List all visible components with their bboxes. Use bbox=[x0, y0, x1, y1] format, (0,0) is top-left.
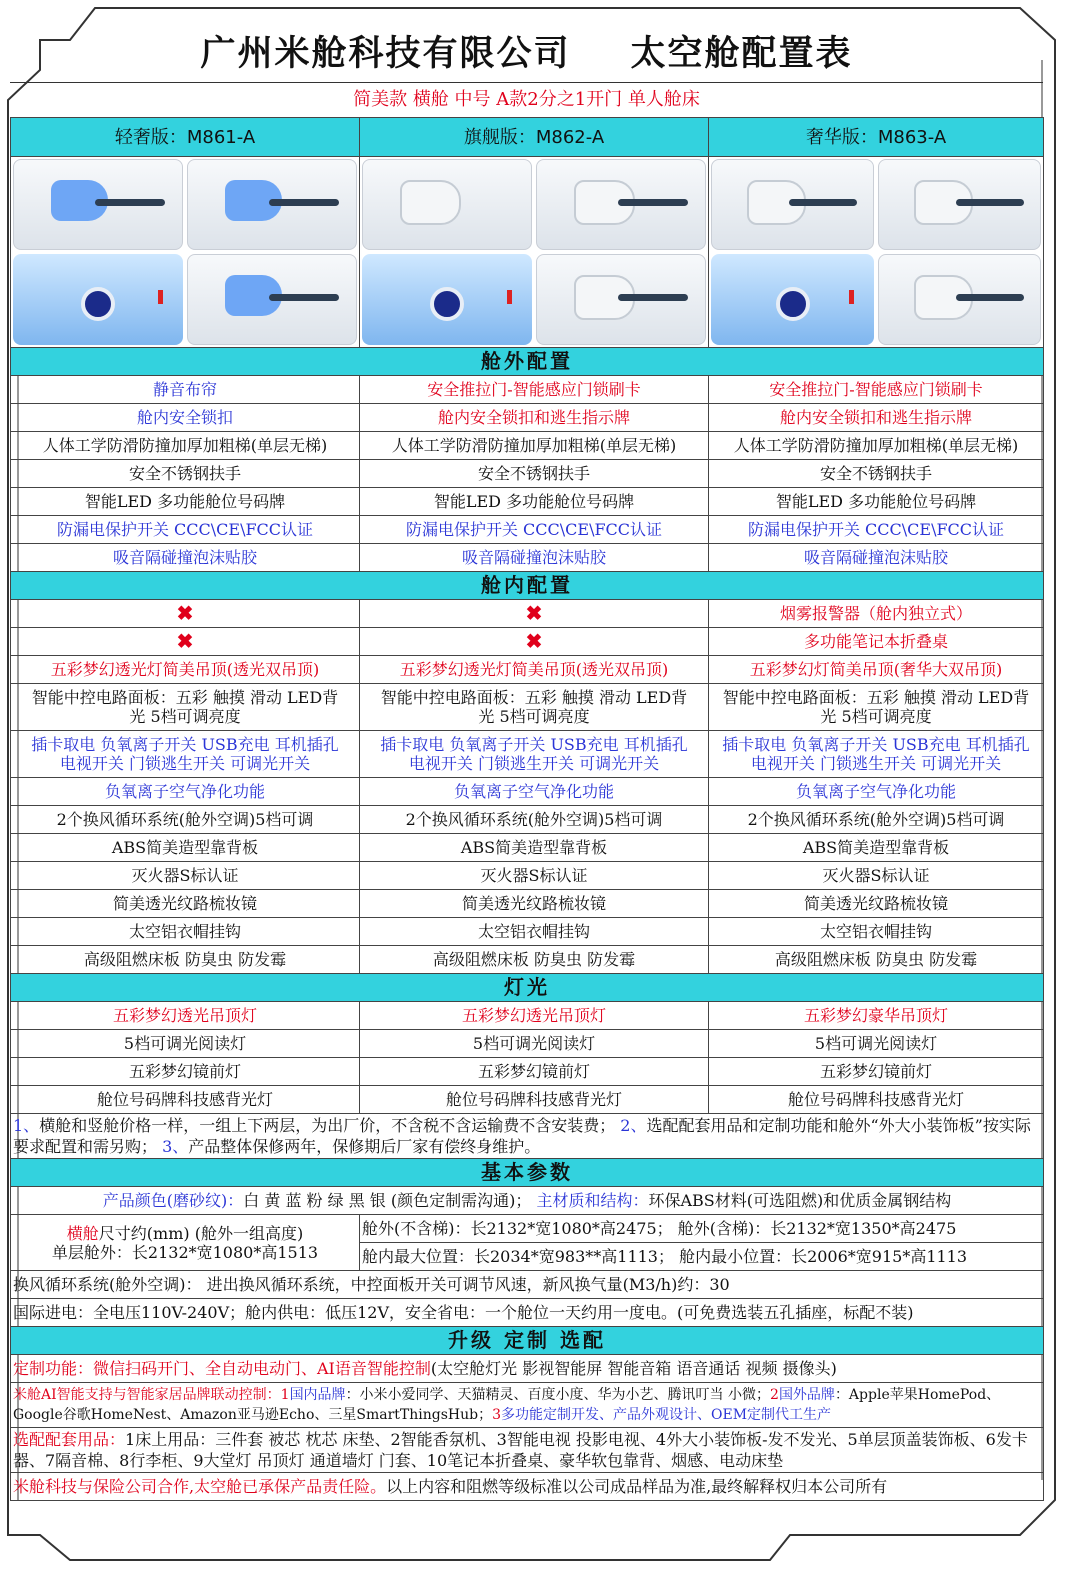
feature-cell: 简美透光纹路梳妆镜 bbox=[11, 890, 360, 918]
model-m861: 轻奢版：M861-A bbox=[11, 118, 360, 157]
model-header-row bbox=[11, 118, 1044, 157]
feature-cell: ABS简美造型靠背板 bbox=[11, 834, 360, 862]
table-row bbox=[11, 834, 1044, 862]
footer: 米舱科技与保险公司合作,太空舱已承保产品责任险。以上内容和阻燃等级标准以公司成品样品为准,最终解释权归本公司所有 bbox=[11, 1473, 1044, 1501]
feature-cell: 舱位号码牌科技感背光灯 bbox=[11, 1086, 360, 1114]
feature-cell: 舱内安全锁扣和逃生指示牌 bbox=[709, 404, 1044, 432]
section-lighting bbox=[11, 974, 1044, 1002]
feature-cell: 安全推拉门-智能感应门锁刷卡 bbox=[709, 376, 1044, 404]
feature-cell: 安全不锈钢扶手 bbox=[11, 460, 360, 488]
section-title: 升级 定制 选配 bbox=[11, 1327, 1044, 1355]
feature-cell: 吸音隔碰撞泡沫贴胶 bbox=[11, 544, 360, 572]
pod-interior-image bbox=[13, 254, 183, 345]
section-title: 灯光 bbox=[11, 974, 1044, 1002]
pod-image bbox=[13, 159, 183, 250]
feature-cell: ABS简美造型靠背板 bbox=[709, 834, 1044, 862]
color-material-cell: 产品颜色(磨砂纹)：白 黄 蓝 粉 绿 黑 银 (颜色定制需沟通)； 主材质和结构：环保ABS材料(可选阻燃)和优质金属钢结构 bbox=[11, 1187, 1044, 1215]
feature-cell: 2个换风循环系统(舱外空调)5档可调 bbox=[360, 806, 709, 834]
table-row bbox=[11, 1187, 1044, 1215]
table-row bbox=[11, 656, 1044, 684]
feature-cell: 五彩梦幻透光灯简美吊顶(透光双吊顶) bbox=[360, 656, 709, 684]
section-exterior bbox=[11, 348, 1044, 376]
pod-image bbox=[536, 254, 706, 345]
feature-cell: 人体工学防滑防撞加厚加粗梯(单层无梯) bbox=[11, 432, 360, 460]
feature-cell: 5档可调光阅读灯 bbox=[709, 1030, 1044, 1058]
table-row bbox=[11, 516, 1044, 544]
feature-cell: 太空铝衣帽挂钩 bbox=[360, 918, 709, 946]
section-title: 舱内配置 bbox=[11, 572, 1044, 600]
table-row bbox=[11, 731, 1044, 778]
product-images-m863 bbox=[709, 157, 1044, 348]
pod-interior-image bbox=[711, 254, 874, 345]
table-row bbox=[11, 1355, 1044, 1383]
feature-cell: 负氧离子空气净化功能 bbox=[11, 778, 360, 806]
feature-cell: 简美透光纹路梳妆镜 bbox=[709, 890, 1044, 918]
size-cell: 横舱尺寸约(mm) (舱外一组高度) 单层舱外：长2132*宽1080*高1513 bbox=[11, 1215, 360, 1271]
section-title: 舱外配置 bbox=[11, 348, 1044, 376]
feature-cell: 简美透光纹路梳妆镜 bbox=[360, 890, 709, 918]
feature-cell: 舱内安全锁扣和逃生指示牌 bbox=[360, 404, 709, 432]
feature-cell: 灭火器S标认证 bbox=[709, 862, 1044, 890]
feature-cell: 2个换风循环系统(舱外空调)5档可调 bbox=[709, 806, 1044, 834]
pod-image bbox=[362, 159, 532, 250]
lighting-rows bbox=[11, 1002, 1044, 1114]
pod-image bbox=[187, 159, 357, 250]
feature-cell: 人体工学防滑防撞加厚加粗梯(单层无梯) bbox=[360, 432, 709, 460]
feature-cell: 防漏电保护开关 CCC\CE\FCC认证 bbox=[709, 516, 1044, 544]
options-cell: 选配配套用品：1床上用品：三件套 被芯 枕芯 床垫、2智能香氛机、3智能电视 投影电视、4外大小装饰板-发不发光、5单层顶盖装饰板、6发卡器、7隔音棉、8行李柜、9大堂灯 吊顶灯 通道墙灯 门套、10笔记本折叠桌、豪华软包靠背、烟感、电动床垫 bbox=[11, 1428, 1044, 1473]
feature-cell: 插卡取电 负氧离子开关 USB充电 耳机插孔 电视开关 门锁逃生开关 可调光开关 bbox=[709, 731, 1044, 778]
feature-cell: 五彩梦幻镜前灯 bbox=[360, 1058, 709, 1086]
feature-cell: 舱位号码牌科技感背光灯 bbox=[360, 1086, 709, 1114]
feature-cell: 灭火器S标认证 bbox=[11, 862, 360, 890]
ai-cell: 米舱AI智能支持与智能家居品牌联动控制：1国内品牌：小米小爱同学、天猫精灵、百度小度、华为小艺、腾讯叮当 小微；2国外品牌：Apple苹果HomePod、Google谷歌HomeNest、Amazon亚马逊Echo、三星SmartThingsHub；3多功能定制开发、产品外观设计、OEM定制代工生产 bbox=[11, 1383, 1044, 1428]
pod-image bbox=[878, 254, 1041, 345]
notes-row bbox=[11, 1114, 1044, 1159]
table-row bbox=[11, 544, 1044, 572]
feature-cell: 舱内安全锁扣 bbox=[11, 404, 360, 432]
feature-cell: 负氧离子空气净化功能 bbox=[709, 778, 1044, 806]
feature-cell: 五彩梦幻镜前灯 bbox=[11, 1058, 360, 1086]
table-row bbox=[11, 628, 1044, 656]
outer-size-cell: 舱外(不含梯)：长2132*宽1080*高2475； 舱外(含梯)：长2132*宽1350*高2475 bbox=[360, 1215, 1044, 1243]
table-row bbox=[11, 1002, 1044, 1030]
feature-cell: 智能中控电路面板：五彩 触摸 滑动 LED背 光 5档可调亮度 bbox=[360, 684, 709, 731]
feature-cell: 五彩梦幻透光灯简美吊顶(透光双吊顶) bbox=[11, 656, 360, 684]
not-included-icon: ✖ bbox=[11, 600, 360, 628]
table-row bbox=[11, 1271, 1044, 1299]
feature-cell: 智能LED 多功能舱位号码牌 bbox=[360, 488, 709, 516]
feature-cell: 安全不锈钢扶手 bbox=[360, 460, 709, 488]
feature-cell: 五彩梦幻豪华吊顶灯 bbox=[709, 1002, 1044, 1030]
exterior-rows bbox=[11, 376, 1044, 572]
feature-cell: 智能LED 多功能舱位号码牌 bbox=[11, 488, 360, 516]
pod-image bbox=[536, 159, 706, 250]
product-images-m862 bbox=[360, 157, 709, 348]
footer-row bbox=[11, 1473, 1044, 1501]
subtitle: 简美款 横舱 中号 A款2分之1开门 单人舱床 bbox=[10, 82, 1043, 117]
feature-cell: 5档可调光阅读灯 bbox=[360, 1030, 709, 1058]
feature-cell: 防漏电保护开关 CCC\CE\FCC认证 bbox=[11, 516, 360, 544]
company-name: 广州米舱科技有限公司 bbox=[200, 34, 571, 74]
feature-cell: 高级阻燃床板 防臭虫 防发霉 bbox=[360, 946, 709, 974]
model-m863: 奢华版：M863-A bbox=[709, 118, 1044, 157]
table-row bbox=[11, 600, 1044, 628]
feature-cell: 安全推拉门-智能感应门锁刷卡 bbox=[360, 376, 709, 404]
feature-cell: ABS简美造型靠背板 bbox=[360, 834, 709, 862]
section-params bbox=[11, 1159, 1044, 1187]
feature-cell: 五彩梦幻灯简美吊顶(奢华大双吊顶) bbox=[709, 656, 1044, 684]
feature-cell: 安全不锈钢扶手 bbox=[709, 460, 1044, 488]
table-row bbox=[11, 1030, 1044, 1058]
feature-cell: 五彩梦幻透光吊顶灯 bbox=[11, 1002, 360, 1030]
table-row bbox=[11, 1058, 1044, 1086]
product-image-row bbox=[11, 157, 1044, 348]
table-row bbox=[11, 862, 1044, 890]
pod-image bbox=[711, 159, 874, 250]
table-row bbox=[11, 1383, 1044, 1428]
not-included-icon: ✖ bbox=[11, 628, 360, 656]
model-m862: 旗舰版：M862-A bbox=[360, 118, 709, 157]
inner-size-cell: 舱内最大位置：长2034*宽983**高1113； 舱内最小位置：长2006*宽915*高1113 bbox=[360, 1243, 1044, 1271]
page-title bbox=[10, 20, 1043, 82]
section-interior bbox=[11, 572, 1044, 600]
table-row bbox=[11, 806, 1044, 834]
feature-cell: 智能中控电路面板：五彩 触摸 滑动 LED背 光 5档可调亮度 bbox=[11, 684, 360, 731]
notes: 1、横舱和竖舱价格一样，一组上下两层，为出厂价，不含税不含运输费不含安装费； 2、选配配套用品和定制功能和舱外“外大小装饰板”按实际要求配置和需另购； 3、产品整体保修两年，保修期后厂家有偿终身维护。 bbox=[11, 1114, 1044, 1159]
not-included-icon: ✖ bbox=[360, 628, 709, 656]
feature-cell: 防漏电保护开关 CCC\CE\FCC认证 bbox=[360, 516, 709, 544]
feature-cell: 插卡取电 负氧离子开关 USB充电 耳机插孔 电视开关 门锁逃生开关 可调光开关 bbox=[11, 731, 360, 778]
feature-cell: 人体工学防滑防撞加厚加粗梯(单层无梯) bbox=[709, 432, 1044, 460]
not-included-icon: ✖ bbox=[360, 600, 709, 628]
feature-cell: 五彩梦幻透光吊顶灯 bbox=[360, 1002, 709, 1030]
feature-cell: 五彩梦幻镜前灯 bbox=[709, 1058, 1044, 1086]
feature-cell: 高级阻燃床板 防臭虫 防发霉 bbox=[11, 946, 360, 974]
section-title: 基本参数 bbox=[11, 1159, 1044, 1187]
config-sheet bbox=[10, 20, 1043, 1501]
table-row bbox=[11, 376, 1044, 404]
pod-interior-image bbox=[362, 254, 532, 345]
table-row bbox=[11, 432, 1044, 460]
table-row bbox=[11, 1428, 1044, 1473]
feature-cell: 高级阻燃床板 防臭虫 防发霉 bbox=[709, 946, 1044, 974]
table-row bbox=[11, 1215, 1044, 1243]
feature-cell: 多功能笔记本折叠桌 bbox=[709, 628, 1044, 656]
table-row bbox=[11, 1086, 1044, 1114]
feature-cell: 智能中控电路面板：五彩 触摸 滑动 LED背 光 5档可调亮度 bbox=[709, 684, 1044, 731]
feature-cell: 智能LED 多功能舱位号码牌 bbox=[709, 488, 1044, 516]
feature-cell: 太空铝衣帽挂钩 bbox=[11, 918, 360, 946]
table-row bbox=[11, 404, 1044, 432]
interior-rows bbox=[11, 778, 1044, 974]
feature-cell: 静音布帘 bbox=[11, 376, 360, 404]
feature-cell: 太空铝衣帽挂钩 bbox=[709, 918, 1044, 946]
feature-cell: 2个换风循环系统(舱外空调)5档可调 bbox=[11, 806, 360, 834]
feature-cell: 5档可调光阅读灯 bbox=[11, 1030, 360, 1058]
table-row bbox=[11, 946, 1044, 974]
feature-cell: 吸音隔碰撞泡沫贴胶 bbox=[360, 544, 709, 572]
custom-cell: 定制功能：微信扫码开门、全自动电动门、AI语音智能控制(太空舱灯光 影视智能屏 智能音箱 语音通话 视频 摄像头) bbox=[11, 1355, 1044, 1383]
section-upgrade bbox=[11, 1327, 1044, 1355]
vent-cell: 换风循环系统(舱外空调)： 进出换风循环系统，中控面板开关可调节风速，新风换气量(M3/h)约：30 bbox=[11, 1271, 1044, 1299]
table-row bbox=[11, 890, 1044, 918]
doc-title: 太空舱配置表 bbox=[630, 34, 853, 74]
power-cell: 国际进电：全电压110V-240V；舱内供电：低压12V，安全省电：一个舱位一天约用一度电。(可免费选装五孔插座，标配不装) bbox=[11, 1299, 1044, 1327]
table-row bbox=[11, 918, 1044, 946]
product-images-m861 bbox=[11, 157, 360, 348]
table-row bbox=[11, 1299, 1044, 1327]
config-table bbox=[10, 117, 1044, 1501]
pod-image bbox=[187, 254, 357, 345]
feature-cell: 负氧离子空气净化功能 bbox=[360, 778, 709, 806]
feature-cell: 舱位号码牌科技感背光灯 bbox=[709, 1086, 1044, 1114]
table-row bbox=[11, 684, 1044, 731]
pod-image bbox=[878, 159, 1041, 250]
feature-cell: 灭火器S标认证 bbox=[360, 862, 709, 890]
feature-cell: 烟雾报警器（舱内独立式） bbox=[709, 600, 1044, 628]
table-row bbox=[11, 460, 1044, 488]
feature-cell: 吸音隔碰撞泡沫贴胶 bbox=[709, 544, 1044, 572]
table-row bbox=[11, 488, 1044, 516]
table-row bbox=[11, 778, 1044, 806]
feature-cell: 插卡取电 负氧离子开关 USB充电 耳机插孔 电视开关 门锁逃生开关 可调光开关 bbox=[360, 731, 709, 778]
